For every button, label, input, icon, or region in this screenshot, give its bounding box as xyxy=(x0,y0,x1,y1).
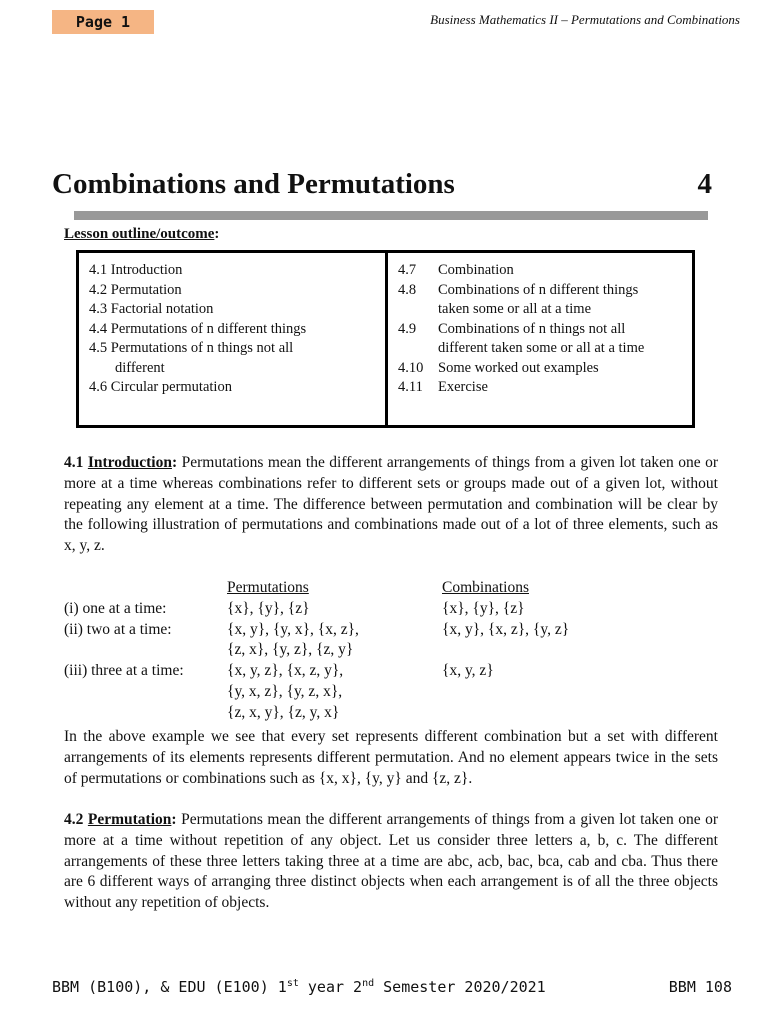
example-row-combinations: {x}, {y}, {z} xyxy=(442,599,525,617)
example-label-header xyxy=(64,578,227,599)
example-row-label: (i) one at a time: xyxy=(64,599,167,617)
footer-sup-st: st xyxy=(286,978,299,989)
example-header-row xyxy=(64,578,724,599)
outline-item-text: Combinations of n different things xyxy=(438,281,639,298)
permutation-colon: : xyxy=(171,811,177,828)
example-row-permutations: {x}, {y}, {z} xyxy=(227,599,310,617)
example-row-combinations: {x, y, z} xyxy=(442,662,494,680)
permutation-paragraph xyxy=(64,810,718,914)
outline-item xyxy=(398,281,682,301)
outline-item-number xyxy=(398,339,438,359)
footer-year: year 2 xyxy=(298,978,363,996)
outline-item-text: different taken some or all at a time xyxy=(438,340,645,356)
example-row-label: (ii) two at a time: xyxy=(64,620,172,638)
outline-item xyxy=(398,300,682,320)
outline-item-number: 4.10 xyxy=(398,359,424,376)
outline-item xyxy=(398,261,682,281)
permutation-text: Permutations mean the different arrangements of things from a given lot taken one or more at a time without repetition of any object. Let us consider three letters a, b, c. The different arrangements of these three letters taking three at a time are abc, acb, bac, bca, cab and cba. Thus there are 6 different ways of arranging three distinct objects when each arrangement is of all the three objects without any repetition of objects. xyxy=(64,811,719,912)
example-row-combinations: {x, y}, {x, z}, {y, z} xyxy=(442,620,570,638)
outline-item-number: 4.7 xyxy=(398,262,417,278)
chapter-number: 4 xyxy=(697,168,712,200)
example-row-permutations: {x, y, z}, {x, z, y}, xyxy=(227,662,344,680)
example-row xyxy=(64,599,724,620)
footer-program: BBM (B100), & EDU (E100) 1 xyxy=(52,978,287,996)
outline-item: 4.5 Permutations of n things not all xyxy=(89,340,294,356)
outline-item-number: 4.8 xyxy=(398,281,417,298)
outline-heading xyxy=(64,226,219,243)
permutation-number: 4.2 xyxy=(64,811,84,828)
example-row-label xyxy=(64,703,227,724)
example-row xyxy=(64,703,724,724)
example-row-permutations: {z, x}, {y, z}, {z, y} xyxy=(227,641,354,659)
example-table xyxy=(64,578,724,724)
outline-right-column xyxy=(388,253,692,425)
outline-heading-text: Lesson outline/outcome xyxy=(64,226,215,242)
outline-item: 4.4 Permutations of n different things xyxy=(89,320,307,337)
example-row-label xyxy=(64,640,227,661)
footer-course-info xyxy=(52,978,546,996)
outline-item: 4.3 Factorial notation xyxy=(89,301,214,317)
outline-item-text: Exercise xyxy=(438,379,488,395)
footer-semester: Semester 2020/2021 xyxy=(374,978,546,996)
observation-paragraph: In the above example we see that every set represents different combination but a set with different arrangements of its elements represents different permutation. And no element appears twice in the sets of permutations or combinations such as {x, x}, {y, y} and {z, z}. xyxy=(64,728,718,787)
outline-item xyxy=(398,378,682,398)
example-row xyxy=(64,661,724,682)
outline-item-number xyxy=(398,300,438,320)
example-row-label xyxy=(64,682,227,703)
outline-item-continuation: different xyxy=(115,359,165,376)
intro-text: Permutations mean the different arrangements of things from a given lot taken one or more at a time whereas combinations refer to different sets or groups made out of a given lot, without repeating any element at a time. The difference between permutation and combination will be clear by the following illustration of permutations and combinations made out of a lot of three elements, such as x, y, z. xyxy=(64,454,718,555)
outline-item-number: 4.11 xyxy=(398,379,423,395)
combinations-header: Combinations xyxy=(442,579,529,596)
footer-course-code: BBM 108 xyxy=(668,978,732,996)
outline-item-text: taken some or all at a time xyxy=(438,301,592,317)
footer-sup-nd: nd xyxy=(362,978,375,989)
example-row xyxy=(64,682,724,703)
example-row-permutations: {y, x, z}, {y, z, x}, xyxy=(227,682,343,700)
example-row-combinations xyxy=(442,703,724,724)
permutations-header: Permutations xyxy=(227,579,309,596)
outline-item xyxy=(398,359,682,379)
outline-item-text: Some worked out examples xyxy=(438,359,599,376)
intro-heading: Introduction xyxy=(87,454,172,471)
chapter-title: Combinations and Permutations xyxy=(52,168,455,200)
running-title: Business Mathematics II – Permutations and Combinations xyxy=(430,12,740,27)
page-number-label: Page 1 xyxy=(75,13,131,31)
example-row-combinations xyxy=(442,640,724,661)
outline-heading-colon: : xyxy=(214,226,220,242)
outline-table xyxy=(76,250,695,428)
intro-paragraph xyxy=(64,453,718,557)
page-number-tag xyxy=(52,10,154,34)
outline-item: 4.6 Circular permutation xyxy=(89,379,232,395)
outline-item: 4.1 Introduction xyxy=(89,262,183,278)
outline-item: 4.2 Permutation xyxy=(89,281,182,298)
intro-number: 4.1 xyxy=(64,454,84,471)
example-row-permutations: {z, x, y}, {z, y, x} xyxy=(227,703,340,721)
outline-item xyxy=(398,320,682,340)
example-row-label: (iii) three at a time: xyxy=(64,662,184,680)
intro-colon: : xyxy=(171,454,178,471)
title-rule xyxy=(74,211,708,220)
outline-item-text: Combination xyxy=(438,262,514,278)
example-row xyxy=(64,620,724,641)
outline-left-column xyxy=(79,253,388,425)
example-row xyxy=(64,640,724,661)
outline-item xyxy=(398,339,682,359)
example-row-combinations xyxy=(442,682,724,703)
permutation-heading: Permutation xyxy=(87,811,172,828)
outline-item-text: Combinations of n things not all xyxy=(438,320,626,337)
example-row-permutations: {x, y}, {y, x}, {x, z}, xyxy=(227,620,359,638)
outline-item-number: 4.9 xyxy=(398,320,417,337)
